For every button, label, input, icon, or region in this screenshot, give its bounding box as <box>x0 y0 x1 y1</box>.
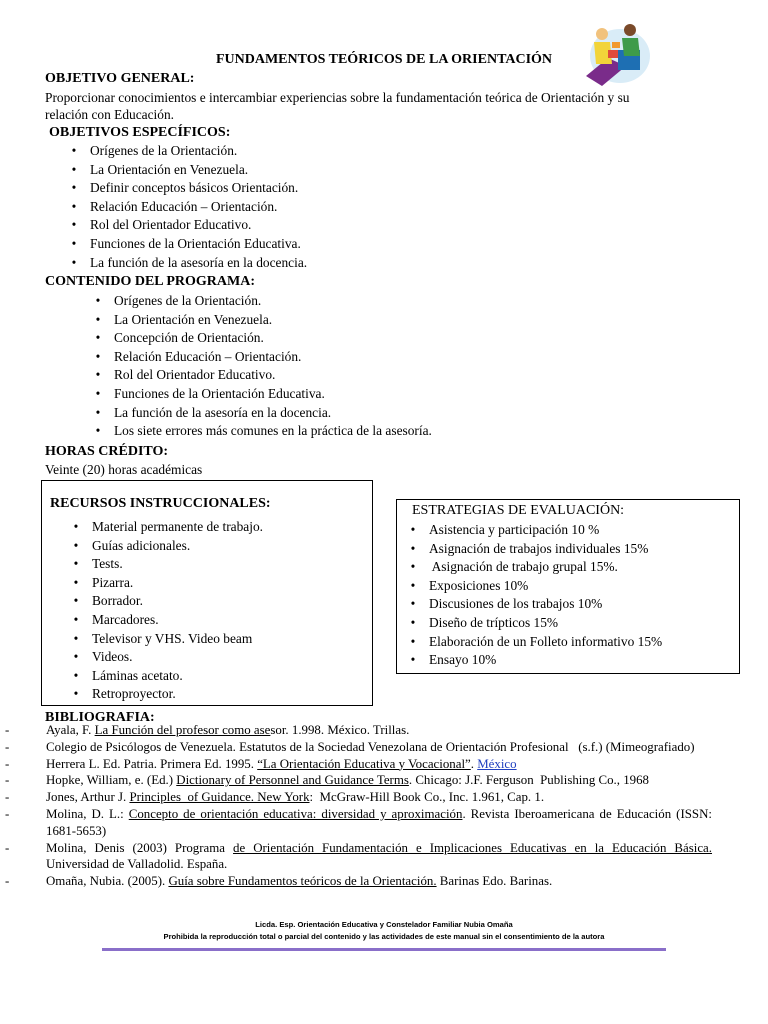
contenido-heading: CONTENIDO DEL PROGRAMA: <box>45 274 256 289</box>
estrategias-heading: ESTRATEGIAS DE EVALUACIÓN: <box>412 503 625 518</box>
bullet-icon: • <box>95 367 101 383</box>
bullet-icon: • <box>95 293 101 308</box>
bullet-icon: • <box>95 311 101 327</box>
bullet-icon: • <box>410 522 416 537</box>
dash-marker: - <box>5 840 10 855</box>
dash-marker: - <box>5 723 10 737</box>
list-item: • Relación Educación – Orientación. <box>66 198 307 217</box>
bullet-icon: • <box>410 540 416 556</box>
estrategias-box <box>396 499 740 674</box>
estrategias-list <box>405 521 662 670</box>
objetivos-especificos-heading: OBJETIVOS ESPECÍFICOS: <box>49 125 231 140</box>
list-item: • Material permanente de trabajo. <box>68 518 263 537</box>
list-item: • Guías adicionales. <box>68 537 263 556</box>
bullet-icon: • <box>71 235 77 251</box>
footer-rule <box>102 948 666 951</box>
bib-entry: - Omaña, Nubia. (2005). Guía sobre Fundamentos teóricos de la Orientación. Barinas Edo. Barinas. <box>5 874 553 889</box>
horas-heading: HORAS CRÉDITO: <box>45 444 169 459</box>
bullet-icon: • <box>71 198 77 214</box>
list-item: • Funciones de la Orientación Educativa. <box>90 385 432 404</box>
list-item: • Exposiciones 10% <box>405 577 662 596</box>
list-item: • Ensayo 10% <box>405 651 662 670</box>
recursos-box <box>41 480 373 706</box>
objetivo-general-line2: relación con Educación. <box>45 107 175 122</box>
bullet-icon: • <box>73 537 79 553</box>
list-item: • Los siete errores más comunes en la práctica de la asesoría. <box>90 422 432 441</box>
bibliografia-list <box>0 722 768 890</box>
bib-entry: - Herrera L. Ed. Patria. Primera Ed. 1995. “La Orientación Educativa y Vocacional”. México <box>5 756 517 771</box>
list-item: • Diseño de trípticos 15% <box>405 614 662 633</box>
recursos-heading: RECURSOS INSTRUCCIONALES: <box>50 496 271 511</box>
list-item: • Discusiones de los trabajos 10% <box>405 595 662 614</box>
bullet-icon: • <box>71 143 77 158</box>
dash-marker: - <box>5 756 10 771</box>
bullet-icon: • <box>71 217 77 233</box>
mexico-link[interactable]: México <box>477 756 517 771</box>
list-item: • Pizarra. <box>68 574 263 593</box>
bullet-icon: • <box>73 593 79 609</box>
bib-entry: - Ayala, F. La Función del profesor como asesor. 1.998. México. Trillas. <box>5 723 410 737</box>
bullet-icon: • <box>73 574 79 590</box>
bullet-icon: • <box>410 614 416 630</box>
bullet-icon: • <box>73 686 79 702</box>
list-item: • Asistencia y participación 10 % <box>405 521 662 540</box>
objetivo-general-heading: OBJETIVO GENERAL: <box>45 71 195 86</box>
list-item: • Tests. <box>68 555 263 574</box>
list-item: • La función de la asesoría en la docencia. <box>90 404 432 423</box>
horas-text: Veinte (20) horas académicas <box>45 462 203 477</box>
list-item: • Retroproyector. <box>68 685 263 704</box>
bullet-icon: • <box>410 652 416 668</box>
bullet-icon: • <box>73 519 79 534</box>
bullet-icon: • <box>410 596 416 612</box>
bullet-icon: • <box>95 348 101 364</box>
bullet-icon: • <box>95 385 101 401</box>
contenido-list <box>90 292 432 441</box>
bullet-icon: • <box>95 423 101 439</box>
list-item: • Marcadores. <box>68 611 263 630</box>
bullet-icon: • <box>410 559 416 575</box>
bib-entry: - Molina, Denis (2003) Programa de Orientación Fundamentación e Implicaciones Educativas en la Educación Básica. Universidad de Valladolid. España. <box>5 840 713 872</box>
list-item: • Definir conceptos básicos Orientación. <box>66 179 307 198</box>
bullet-icon: • <box>73 667 79 683</box>
list-item: • Borrador. <box>68 592 263 611</box>
footer-author: Licda. Esp. Orientación Educativa y Constelador Familiar Nubia Omaña <box>255 920 513 929</box>
list-item: • Videos. <box>68 648 263 667</box>
list-item: • Funciones de la Orientación Educativa. <box>66 235 307 254</box>
bullet-icon: • <box>95 330 101 346</box>
list-item: • Asignación de trabajos individuales 15% <box>405 540 662 559</box>
bullet-icon: • <box>71 254 77 270</box>
recursos-list <box>68 518 263 704</box>
bullet-icon: • <box>73 556 79 572</box>
dash-marker: - <box>5 874 10 889</box>
list-item: • Rol del Orientador Educativo. <box>66 216 307 235</box>
list-item: • Orígenes de la Orientación. <box>90 292 432 311</box>
footer-copyright: Prohibida la reproducción total o parcial del contenido y las actividades de este manual sin el consentimiento de la autora <box>163 932 605 941</box>
bib-entry: - Colegio de Psicólogos de Venezuela. Estatutos de la Sociedad Venezolana de Orientación Profesional (s.f.) (Mimeografiado) <box>5 739 695 754</box>
list-item: • Asignación de trabajo grupal 15%. <box>405 558 662 577</box>
bullet-icon: • <box>410 577 416 593</box>
bullet-icon: • <box>410 633 416 649</box>
list-item: • Orígenes de la Orientación. <box>66 142 307 161</box>
bib-entry: - Molina, D. L.: Concepto de orientación educativa: diversidad y aproximación. Revista Iberoamericana de Educación (ISSN: 1681-5653) <box>5 806 712 838</box>
bullet-icon: • <box>73 611 79 627</box>
bullet-icon: • <box>73 630 79 646</box>
bullet-icon: • <box>71 180 77 196</box>
list-item: • La función de la asesoría en la docencia. <box>66 254 307 273</box>
list-item: • La Orientación en Venezuela. <box>66 161 307 180</box>
dash-marker: - <box>5 790 10 805</box>
dash-marker: - <box>5 773 10 788</box>
objetivos-especificos-list <box>66 142 307 272</box>
page-title: FUNDAMENTOS TEÓRICOS DE LA ORIENTACIÓN <box>215 52 553 67</box>
objetivo-general-line1: Proporcionar conocimientos e intercambiar experiencias sobre la fundamentación teórica de Orientación y su <box>45 90 630 105</box>
bullet-icon: • <box>73 649 79 665</box>
bib-entry: - Jones, Arthur J. Principles of Guidance. New York: McGraw-Hill Book Co., Inc. 1.961, Cap. 1. <box>5 790 545 805</box>
dash-marker: - <box>5 806 10 821</box>
list-item: • Concepción de Orientación. <box>90 329 432 348</box>
list-item: • Relación Educación – Orientación. <box>90 348 432 367</box>
bullet-icon: • <box>95 404 101 420</box>
list-item: • Televisor y VHS. Video beam <box>68 630 263 649</box>
list-item: • Elaboración de un Folleto informativo 15% <box>405 633 662 652</box>
bibliografia-heading: BIBLIOGRAFIA: <box>45 710 155 725</box>
bullet-icon: • <box>71 161 77 177</box>
list-item: • Láminas acetato. <box>68 667 263 686</box>
list-item: • La Orientación en Venezuela. <box>90 311 432 330</box>
people-meeting-clipart-icon <box>582 20 652 88</box>
dash-marker: - <box>5 739 10 754</box>
bib-entry: - Hopke, William, e. (Ed.) Dictionary of Personnel and Guidance Terms. Chicago: J.F. Ferguson Publishing Co., 1968 <box>5 773 649 788</box>
list-item: • Rol del Orientador Educativo. <box>90 366 432 385</box>
